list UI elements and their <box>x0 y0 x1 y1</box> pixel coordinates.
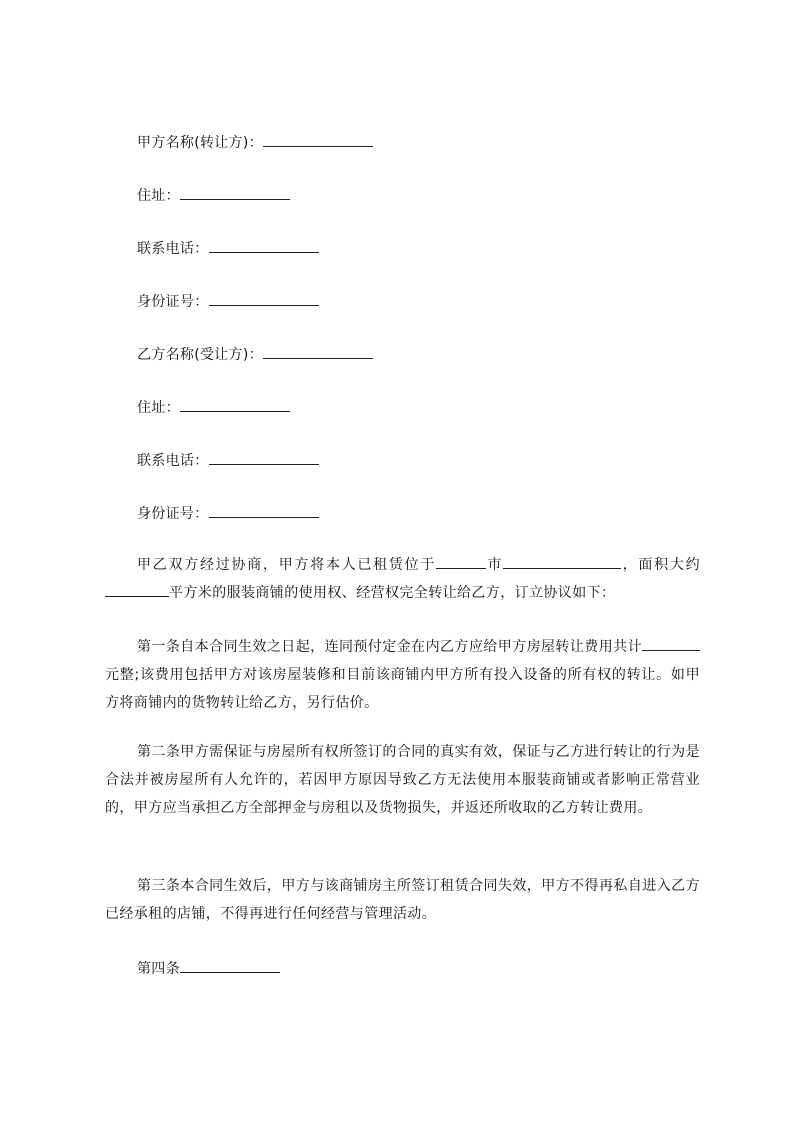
party-a-address-line <box>137 185 290 206</box>
party-a-phone-label: 联系电话： <box>137 241 209 257</box>
party-b-name-blank[interactable] <box>263 344 373 359</box>
party-b-phone-line <box>137 450 319 471</box>
party-b-phone-blank[interactable] <box>209 450 319 465</box>
article-3-text: 第三条本合同生效后，甲方与该商铺房主所签订租赁合同失效，甲方不得再私自进入乙方已经承租的店铺，不得再进行任何经营与管理活动。 <box>105 878 700 922</box>
intro-text-3: ，面积大约 <box>621 557 700 573</box>
party-b-phone-label: 联系电话： <box>137 453 209 469</box>
intro-text-2: 市 <box>486 557 504 573</box>
article-1-paragraph <box>105 633 700 717</box>
party-b-address-label: 住址： <box>137 400 180 416</box>
party-b-name-label: 乙方名称(受让方)： <box>137 347 263 363</box>
intro-text-1: 甲乙双方经过协商，甲方将本人已租赁位于 <box>137 557 437 573</box>
party-a-id-label: 身份证号： <box>137 294 209 310</box>
city-blank[interactable] <box>436 554 486 569</box>
party-a-name-line <box>137 132 373 153</box>
party-b-address-line <box>137 397 290 418</box>
party-b-id-blank[interactable] <box>209 503 319 518</box>
area-blank[interactable] <box>105 582 169 597</box>
party-a-id-blank[interactable] <box>209 291 319 306</box>
fee-blank[interactable] <box>642 636 700 651</box>
article-4-line <box>137 958 280 979</box>
party-a-address-blank[interactable] <box>180 185 290 200</box>
party-a-phone-line <box>137 238 319 259</box>
article-2-paragraph <box>105 738 700 822</box>
party-a-address-label: 住址： <box>137 188 180 204</box>
party-a-phone-blank[interactable] <box>209 238 319 253</box>
location-blank[interactable] <box>503 554 621 569</box>
article-1-text-1: 第一条自本合同生效之日起，连同预付定金在内乙方应给甲方房屋转让费用共计 <box>137 639 642 655</box>
party-a-name-label: 甲方名称(转让方)： <box>137 135 263 151</box>
intro-paragraph <box>105 551 700 607</box>
party-b-address-blank[interactable] <box>180 397 290 412</box>
party-a-name-blank[interactable] <box>263 132 373 147</box>
article-3-paragraph <box>105 872 700 928</box>
article-4-blank[interactable] <box>180 958 280 973</box>
party-b-id-label: 身份证号： <box>137 506 209 522</box>
article-2-text: 第二条甲方需保证与房屋所有权所签订的合同的真实有效，保证与乙方进行转让的行为是合法并被房屋所有人允许的，若因甲方原因导致乙方无法使用本服装商铺或者影响正常营业的，甲方应当承担乙方全部押金与房租以及货物损失，并返还所收取的乙方转让费用。 <box>105 744 700 816</box>
article-1-text-2: 元整;该费用包括甲方对该房屋装修和目前该商铺内甲方所有投入设备的所有权的转让。如甲方将商铺内的货物转让给乙方，另行估价。 <box>105 667 700 711</box>
party-a-id-line <box>137 291 319 312</box>
article-4-label: 第四条 <box>137 961 180 977</box>
intro-text-4: 平方米的服装商铺的使用权、经营权完全转让给乙方，订立协议如下： <box>169 585 616 601</box>
party-b-name-line <box>137 344 373 365</box>
party-b-id-line <box>137 503 319 524</box>
